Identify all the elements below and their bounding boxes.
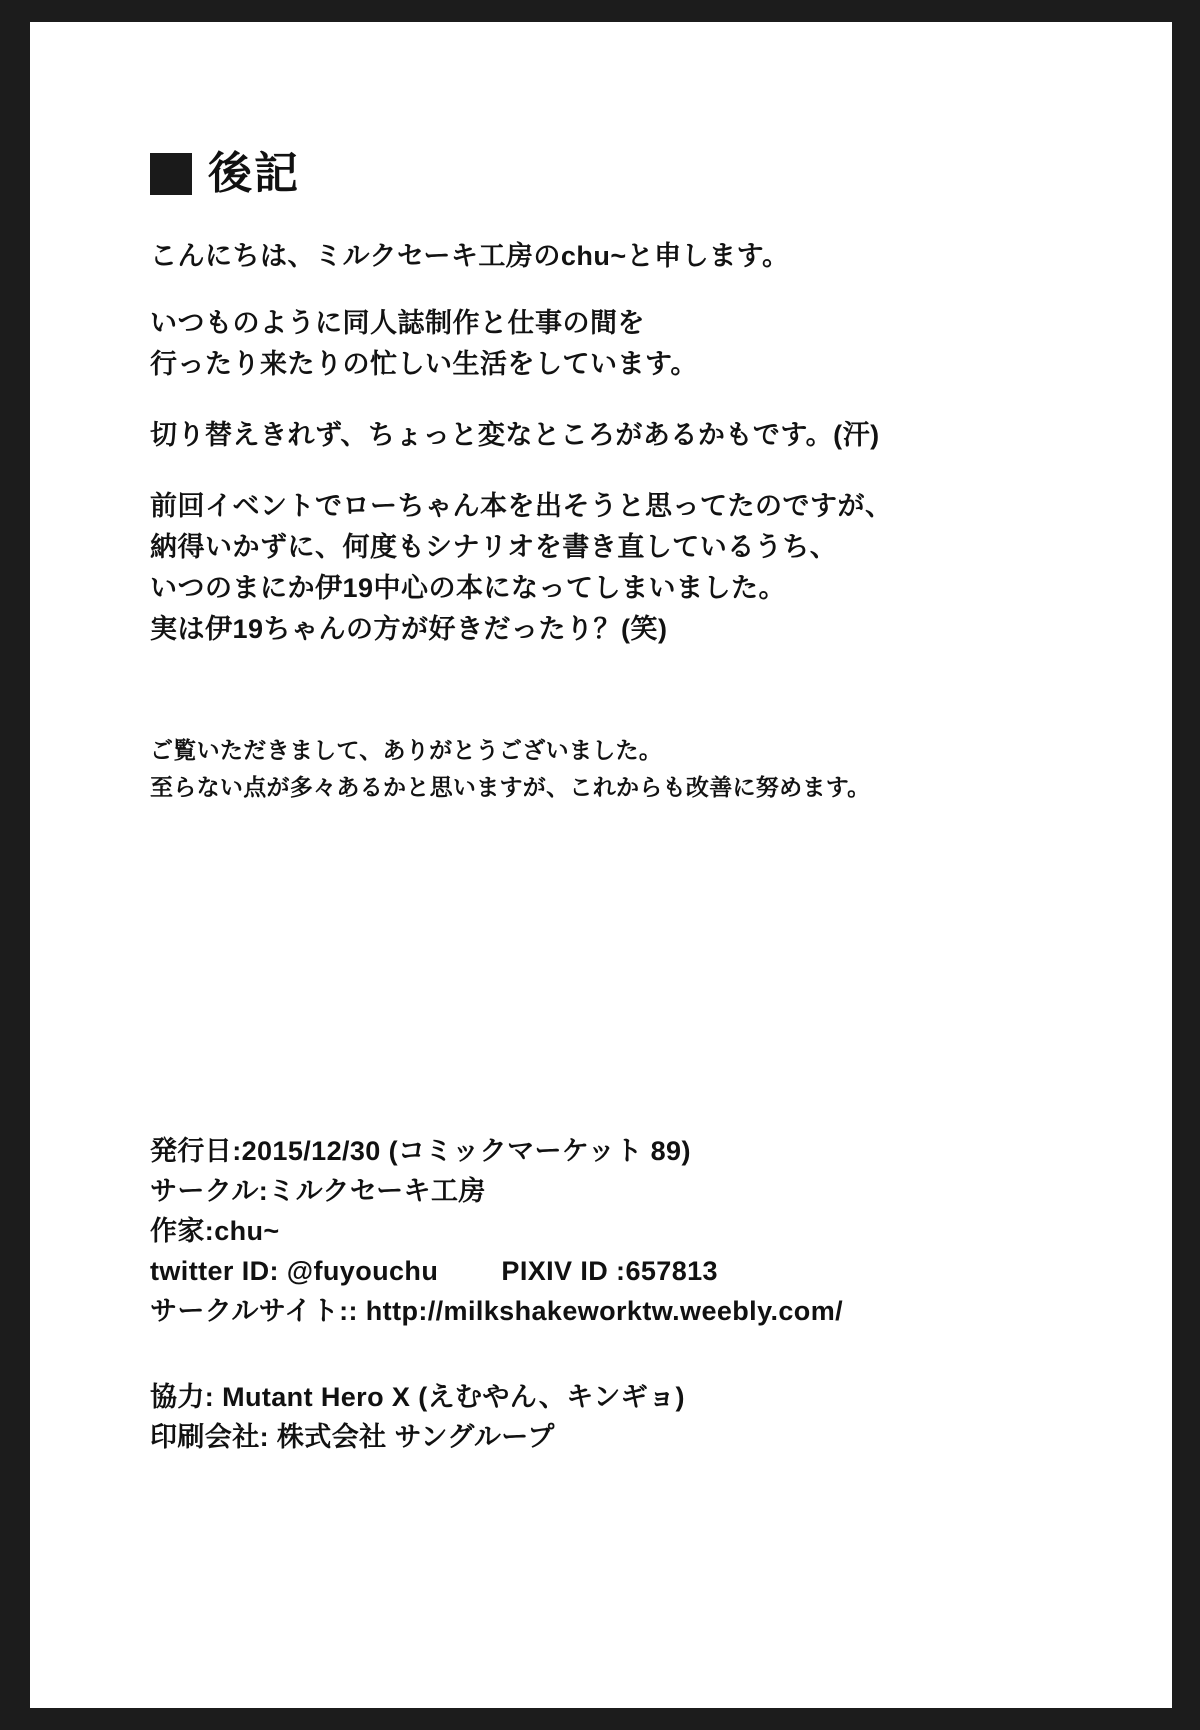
colophon [150,1132,1070,1458]
paragraph-line: 切り替えきれず、ちょっと変なところがあるかもです。(汗) [150,420,880,451]
colophon-author: 作家:chu~ [150,1215,280,1246]
paragraph-line: 納得いかずに、何度もシナリオを書き直しているうち、 [150,532,838,563]
colophon-social-ids: twitter ID: @fuyouchu PIXIV ID :657813 [150,1255,718,1286]
paragraph-line: 実は伊19ちゃんの方が好きだったり？(笑) [150,614,668,645]
paragraph-intro [150,236,1070,277]
page-title: 後記 [208,149,300,198]
paragraph-thanks [150,732,1070,806]
paragraph-line: いつのまにか伊19中心の本になってしまいました。 [150,573,787,604]
colophon-circle: サークル:ミルクセーキ工房 [150,1175,486,1206]
colophon-group-publication [150,1132,1070,1332]
colophon-circle-site[interactable]: サークルサイト:: http://milkshakeworktw.weebly.com/ [150,1295,843,1326]
colophon-publication-date: 発行日:2015/12/30 (コミックマーケット 89) [150,1136,691,1166]
paragraph-story [150,486,1070,650]
paper-sheet [30,22,1172,1708]
paragraph-daily-life [150,303,1070,385]
afterword-content [150,149,1070,832]
colophon-cooperation: 協力: Mutant Hero X (えむやん、キンギョ) [150,1381,685,1412]
paragraph-line: ご覧いただきまして、ありがとうございました。 [150,737,663,764]
colophon-group-credits [150,1378,1070,1458]
paragraph-line: いつものように同人誌制作と仕事の間を [150,308,645,339]
paragraph-line: 前回イベントでローちゃん本を出そうと思ってたのですが、 [150,491,893,522]
spacer [150,680,1070,732]
bullet-square-icon [150,153,192,195]
paragraph-line: こんにちは、ミルクセーキ工房のchu~と申します。 [150,241,790,271]
afterword-heading [150,149,1070,198]
paragraph-line: 行ったり来たりの忙しい生活をしています。 [150,349,698,380]
paragraph-switching [150,415,1070,456]
paragraph-line: 至らない点が多々あるかと思いますが、これからも改善に努めます。 [150,774,871,801]
colophon-printer: 印刷会社: 株式会社 サングループ [150,1421,555,1452]
